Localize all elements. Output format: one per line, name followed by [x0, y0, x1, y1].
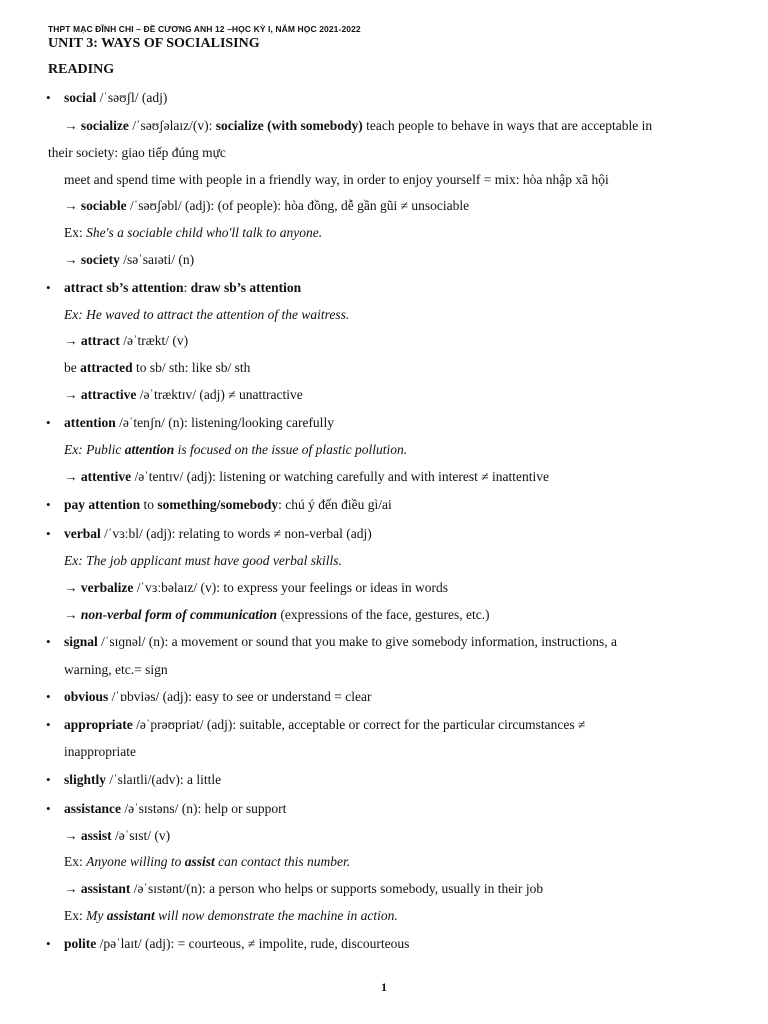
text-segment: →	[64, 118, 81, 133]
text-segment: be	[64, 360, 81, 375]
text-segment: →	[64, 252, 81, 267]
text-segment: →	[64, 828, 81, 843]
text-segment: Ex:	[64, 908, 87, 923]
document-header: THPT MẠC ĐĨNH CHI – ĐỀ CƯƠNG ANH 12 –HỌC KỲ I, NĂM HỌC 2021-2022	[48, 24, 361, 34]
text-segment: →	[64, 333, 81, 348]
text-segment: /əˈtrækt/ (v)	[119, 333, 189, 348]
text-segment: their society: giao tiếp đúng mực	[48, 145, 226, 160]
text-segment: inappropriate	[64, 744, 136, 759]
text-segment: /pəˈlaɪt/ (adj): = courteous, ≠ impolite, rude, discourteous	[96, 936, 410, 951]
text-segment: attract sb’s attention	[64, 280, 184, 295]
page-number: 1	[381, 980, 387, 994]
text-segment: socialize	[80, 118, 129, 133]
text-segment: something/somebody	[157, 497, 279, 512]
text-segment: non-verbal form of communication	[80, 607, 278, 622]
text-segment: Anyone willing to	[86, 854, 185, 869]
text-segment: Ex: Public	[64, 442, 125, 457]
vocab-detail-line	[64, 440, 407, 460]
vocab-detail-line	[64, 906, 398, 926]
vocab-detail-line	[64, 660, 168, 680]
vocab-entry	[64, 524, 372, 544]
text-segment: /ˈsəʊʃl/ (adj)	[96, 90, 168, 105]
vocab-detail-line	[64, 305, 349, 325]
text-segment: slightly	[64, 772, 107, 787]
vocab-detail-line	[64, 605, 490, 625]
text-segment: /ˈsəʊʃəlaɪz/(v):	[128, 118, 216, 133]
text-segment: /əˈsɪst/ (v)	[111, 828, 171, 843]
text-segment: verbalize	[80, 580, 134, 595]
text-segment: to sb/ sth: like sb/ sth	[132, 360, 251, 375]
text-segment: /ˈvɜːbəlaɪz/ (v): to express your feelings or ideas in words	[133, 580, 448, 595]
text-segment: attracted	[80, 360, 133, 375]
text-segment: attentive	[80, 469, 132, 484]
vocab-detail-line	[64, 223, 322, 243]
vocab-detail-line	[64, 385, 303, 405]
text-segment: →	[64, 387, 81, 402]
text-segment: verbal	[64, 526, 101, 541]
unit-title: UNIT 3: WAYS OF SOCIALISING	[48, 36, 260, 51]
text-segment: signal	[64, 634, 98, 649]
text-segment: sociable	[80, 198, 127, 213]
vocab-detail-line	[64, 826, 170, 846]
text-segment: /əˈtenʃn/ (n): listening/looking carefully	[115, 415, 334, 430]
vocab-detail-line	[64, 578, 448, 598]
text-segment: assistant	[80, 881, 131, 896]
text-segment: : chú ý đến điều gì/ai	[278, 497, 392, 512]
text-segment: /əˈsɪstənt/(n): a person who helps or supports somebody, usually in their job	[130, 881, 544, 896]
vocab-entry	[64, 715, 585, 735]
vocab-detail-line	[64, 879, 543, 899]
text-segment: /əˈprəʊpriət/ (adj): suitable, acceptable or correct for the particular circumstances ≠	[132, 717, 586, 732]
vocab-entry	[64, 770, 221, 790]
vocab-detail-line	[64, 551, 342, 571]
text-segment: My	[86, 908, 107, 923]
text-segment: assist	[80, 828, 112, 843]
text-segment: assistant	[106, 908, 155, 923]
vocab-detail-line	[64, 116, 652, 136]
vocab-entry	[64, 495, 392, 515]
text-segment: /əˈtræktɪv/ (adj) ≠ unattractive	[136, 387, 303, 402]
vocab-entry	[64, 687, 372, 707]
vocab-detail-line	[64, 331, 188, 351]
vocab-detail-line	[64, 170, 609, 190]
text-segment: teach people to behave in ways that are acceptable in	[362, 118, 653, 133]
vocab-entry	[64, 88, 167, 108]
vocab-detail-line	[48, 143, 226, 163]
text-segment: draw sb’s attention	[190, 280, 302, 295]
text-segment: /ˈsəʊʃəbl/ (adj): (of people): hòa đồng, dễ gần gũi ≠ unsociable	[126, 198, 470, 213]
vocab-detail-line	[64, 467, 549, 487]
text-segment: socialize (with somebody)	[215, 118, 363, 133]
text-segment: appropriate	[64, 717, 133, 732]
vocab-entry	[64, 278, 301, 298]
vocab-entry	[64, 799, 286, 819]
text-segment: attention	[124, 442, 175, 457]
text-segment: to	[140, 497, 158, 512]
text-segment: will now demonstrate the machine in action.	[154, 908, 398, 923]
text-segment: can contact this number.	[214, 854, 351, 869]
text-segment: attention	[64, 415, 116, 430]
text-segment: pay attention	[64, 497, 141, 512]
text-segment: →	[64, 198, 81, 213]
text-segment: /səˈsaɪəti/ (n)	[119, 252, 195, 267]
text-segment: Ex: He waved to attract the attention of the waitress.	[64, 307, 350, 322]
text-segment: social	[64, 90, 97, 105]
text-segment: →	[64, 469, 81, 484]
text-segment: (expressions of the face, gestures, etc.)	[277, 607, 490, 622]
text-segment: warning, etc.= sign	[64, 662, 168, 677]
text-segment: :	[183, 280, 191, 295]
text-segment: →	[64, 607, 81, 622]
text-segment: →	[64, 580, 81, 595]
vocab-detail-line	[64, 742, 136, 762]
text-segment: is focused on the issue of plastic pollution.	[174, 442, 408, 457]
text-segment: →	[64, 881, 81, 896]
text-segment: meet and spend time with people in a friendly way, in order to enjoy yourself = mix: hòa nhập xã hội	[64, 172, 609, 187]
vocab-entry	[64, 934, 409, 954]
text-segment: /ˈslaɪtli/(adv): a little	[106, 772, 222, 787]
vocab-entry	[64, 413, 334, 433]
text-segment: society	[80, 252, 120, 267]
text-segment: attractive	[80, 387, 137, 402]
vocab-detail-line	[64, 196, 469, 216]
text-segment: assistance	[64, 801, 121, 816]
vocab-detail-line	[64, 852, 350, 872]
text-segment: attract	[80, 333, 120, 348]
section-title: READING	[48, 62, 115, 77]
text-segment: /ˈɒbviəs/ (adj): easy to see or understand = clear	[108, 689, 372, 704]
text-segment: She's a sociable child who'll talk to anyone.	[86, 225, 323, 240]
text-segment: Ex: The job applicant must have good verbal skills.	[64, 553, 342, 568]
text-segment: obvious	[64, 689, 109, 704]
vocab-entry	[64, 632, 617, 652]
text-segment: /əˈsɪstəns/ (n): help or support	[121, 801, 287, 816]
text-segment: polite	[64, 936, 97, 951]
vocab-detail-line	[64, 250, 194, 270]
vocab-detail-line	[64, 358, 250, 378]
text-segment: Ex:	[64, 854, 87, 869]
text-segment: Ex:	[64, 225, 87, 240]
text-segment: /əˈtentɪv/ (adj): listening or watching carefully and with interest ≠ inattentive	[131, 469, 550, 484]
text-segment: /ˈsɪɡnəl/ (n): a movement or sound that you make to give somebody information, instructions, a	[97, 634, 618, 649]
text-segment: /ˈvɜːbl/ (adj): relating to words ≠ non-verbal (adj)	[100, 526, 372, 541]
text-segment: assist	[184, 854, 215, 869]
